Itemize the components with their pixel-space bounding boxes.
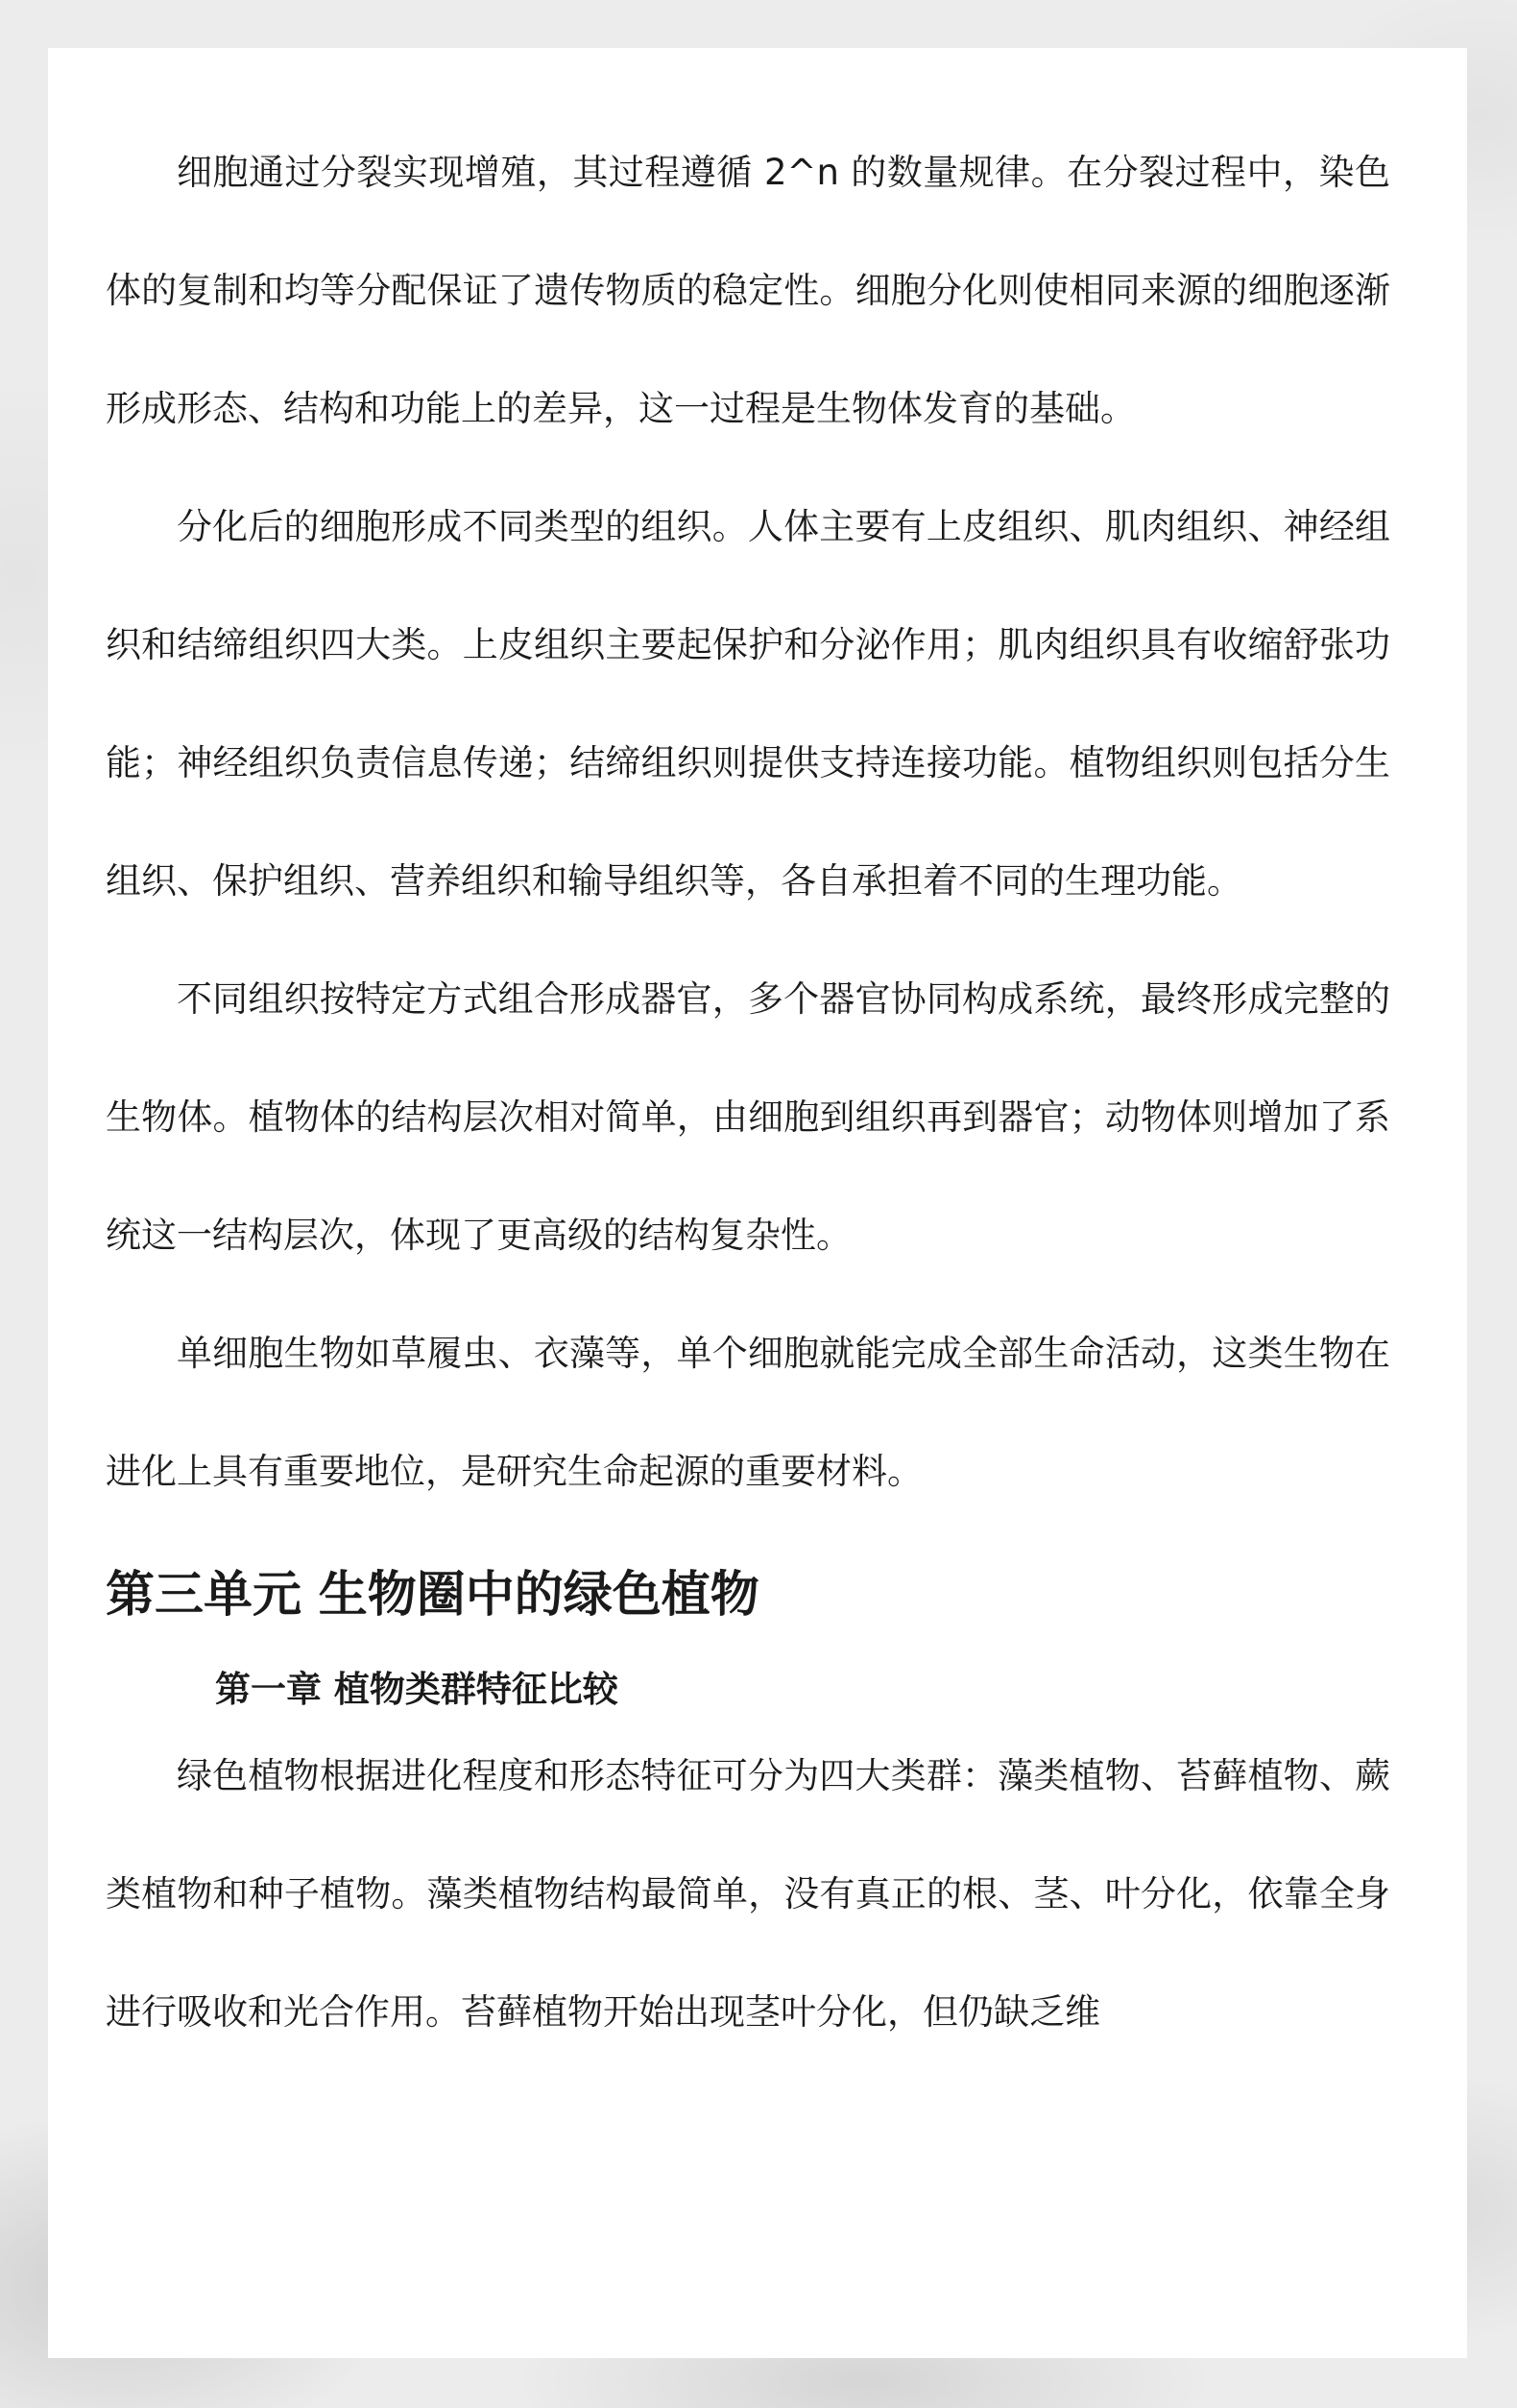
paragraph-single-cell: 单细胞生物如草履虫、衣藻等，单个细胞就能完成全部生命活动，这类生物在进化上具有重要地位，是研究生命起源的重要材料。 bbox=[106, 1333, 1390, 1492]
paragraph-tissue-types: 分化后的细胞形成不同类型的组织。人体主要有上皮组织、肌肉组织、神经组织和结缔组织四大类。上皮组织主要起保护和分泌作用；肌肉组织具有收缩舒张功能；神经组织负责信息传递；结缔组织则提供支持连接功能。植物组织则包括分生组织、保护组织、营养组织和输导组织等，各自承担着不同的生理功能。 bbox=[106, 506, 1390, 902]
unit-heading: 第三单元 生物圈中的绿色植物 bbox=[106, 1567, 759, 1624]
paragraph-organ-system: 不同组织按特定方式组合形成器官，多个器官协同构成系统，最终形成完整的生物体。植物体的结构层次相对简单，由细胞到组织再到器官；动物体则增加了系统这一结构层次，体现了更高级的结构复杂性。 bbox=[106, 978, 1390, 1256]
chapter-heading: 第一章 植物类群特征比较 bbox=[215, 1669, 618, 1710]
paragraph-plant-groups: 绿色植物根据进化程度和形态特征可分为四大类群：藻类植物、苔藓植物、蕨类植物和种子植物。藻类植物结构最简单，没有真正的根、茎、叶分化，依靠全身进行吸收和光合作用。苔藓植物开始出现茎叶分化，但仍缺乏维 bbox=[106, 1755, 1390, 2033]
document-page bbox=[48, 48, 1467, 2358]
paragraph-cell-division: 细胞通过分裂实现增殖，其过程遵循 2^n 的数量规律。在分裂过程中，染色体的复制和均等分配保证了遗传物质的稳定性。细胞分化则使相同来源的细胞逐渐形成形态、结构和功能上的差异，这一过程是生物体发育的基础。 bbox=[106, 152, 1390, 429]
